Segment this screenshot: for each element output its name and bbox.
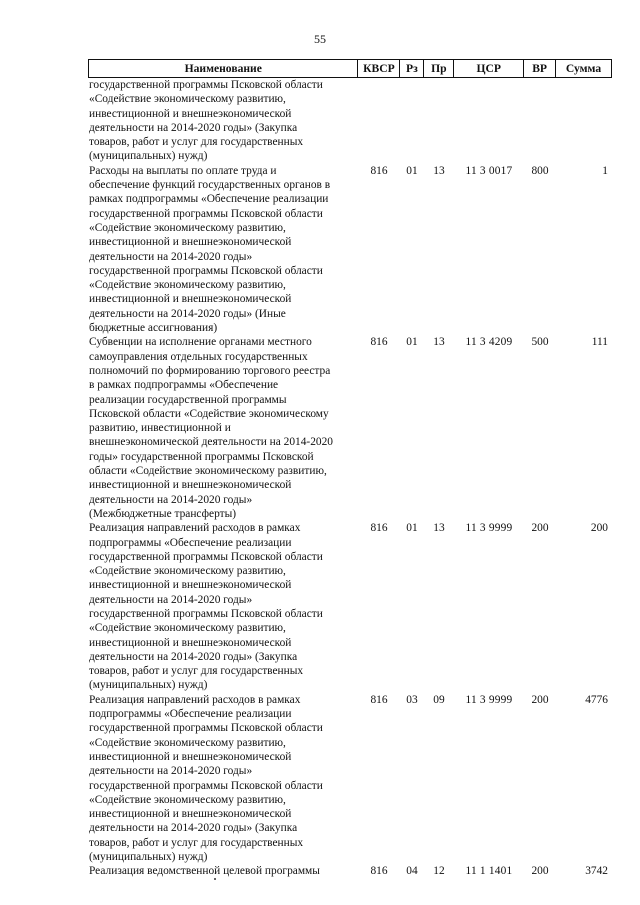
row-name-line: государственной программы Псковской области — [89, 607, 323, 620]
row-name-line: «Содействие экономическому развитию, — [89, 565, 286, 578]
row-name-line: «Содействие экономическому развитию, — [89, 622, 286, 635]
row-name-line: инвестиционной и внешнеэкономической — [89, 293, 292, 306]
table-row — [88, 864, 612, 878]
row-name-line: бюджетные ассигнования) — [89, 322, 218, 335]
row-name — [88, 864, 358, 878]
row-rz: 01 — [406, 522, 418, 535]
row-name-line: деятельности на 2014-2020 годы» (Закупка — [89, 822, 298, 835]
table-row — [88, 521, 612, 693]
page-number: 55 — [314, 32, 326, 46]
row-rz: 01 — [406, 336, 418, 349]
row-name — [88, 693, 358, 865]
row-name-line: инвестиционной и внешнеэкономической — [89, 750, 292, 763]
row-name — [88, 335, 358, 521]
row-csr: 11 1 1401 — [465, 865, 513, 878]
row-name-line: инвестиционной и внешнеэкономической — [89, 479, 292, 492]
row-name — [88, 164, 358, 336]
row-name-line: самоуправления отдельных государственных — [89, 350, 308, 363]
row-name-line: государственной программы Псковской области — [89, 779, 323, 792]
row-rz: 04 — [406, 865, 418, 878]
row-name-line: области «Содействие экономическому развитию, — [89, 465, 327, 478]
row-name-line: товаров, работ и услуг для государственных — [89, 136, 304, 149]
row-name-line: государственной программы Псковской области — [89, 722, 323, 735]
row-name-line: (муниципальных) нужд) — [89, 851, 208, 864]
row-name-line: деятельности на 2014-2020 годы» (Иные — [89, 307, 286, 320]
row-kvsr: 816 — [370, 336, 388, 349]
row-csr: 11 3 9999 — [465, 693, 513, 706]
row-name-line: «Содействие экономическому развитию, — [89, 736, 286, 749]
table-row — [88, 693, 612, 865]
row-name — [88, 521, 358, 693]
row-vr: 200 — [531, 693, 549, 706]
row-vr: 200 — [531, 522, 549, 535]
row-kvsr: 816 — [370, 865, 388, 878]
header-vr: ВР — [524, 60, 556, 77]
row-kvsr: 816 — [370, 522, 388, 535]
row-name-line: инвестиционной и внешнеэкономической — [89, 236, 292, 249]
row-name-line: деятельности на 2014-2020 годы» (Закупка — [89, 121, 298, 134]
row-vr: 800 — [531, 164, 549, 177]
row-name-line: рамках подпрограммы «Обеспечение реализации — [89, 193, 329, 206]
row-sum: 200 — [590, 522, 608, 535]
header-name: Наименование — [89, 60, 358, 77]
row-name-line: Реализация ведомственной целевой программы — [89, 865, 320, 878]
header-kvsr: КВСР — [358, 60, 400, 77]
header-rz: Рз — [400, 60, 424, 77]
row-sum: 3742 — [585, 865, 608, 878]
row-name-line: годы» государственной программы Псковской — [89, 450, 314, 463]
row-name-line: внешнеэкономической деятельности на 2014-2020 — [89, 436, 333, 449]
row-rz: 01 — [406, 164, 418, 177]
row-name-line: инвестиционной и внешнеэкономической — [89, 808, 292, 821]
row-sum: 1 — [602, 164, 608, 177]
header-pr: Пр — [424, 60, 454, 77]
row-name-line: Псковской области «Содействие экономическому — [89, 407, 329, 420]
row-name-line: деятельности на 2014-2020 годы» — [89, 593, 253, 606]
header-csr: ЦСР — [454, 60, 524, 77]
row-name-line: государственной программы Псковской области — [89, 79, 323, 91]
row-name-line: инвестиционной и внешнеэкономической — [89, 636, 292, 649]
row-rz: 03 — [406, 693, 418, 706]
row-name-line: реализации государственной программы — [89, 393, 287, 406]
table-row — [88, 164, 612, 336]
row-name-line: обеспечение функций государственных органов в — [89, 179, 331, 192]
row-name-line: Расходы на выплаты по оплате труда и — [89, 164, 277, 177]
table-row — [88, 335, 612, 521]
row-name-line: подпрограммы «Обеспечение реализации — [89, 536, 292, 549]
row-pr: 09 — [433, 693, 445, 706]
row-name-line: полномочий по формированию торгового реестра — [89, 364, 331, 377]
table-row — [88, 78, 612, 164]
budget-table — [88, 59, 612, 879]
row-name-line: деятельности на 2014-2020 годы» — [89, 765, 253, 778]
scan-speck — [214, 878, 216, 880]
row-name-line: «Содействие экономическому развитию, — [89, 279, 286, 292]
row-name-line: государственной программы Псковской области — [89, 264, 323, 277]
row-name-line: подпрограммы «Обеспечение реализации — [89, 708, 292, 721]
row-csr: 11 3 0017 — [465, 164, 513, 177]
row-csr: 11 3 9999 — [465, 522, 513, 535]
row-pr: 13 — [433, 522, 445, 535]
row-vr: 500 — [531, 336, 549, 349]
row-name-line: Реализация направлений расходов в рамках — [89, 522, 301, 535]
row-name-line: (Межбюджетные трансферты) — [89, 507, 237, 520]
row-sum: 111 — [591, 336, 608, 349]
row-name-line: «Содействие экономическому развитию, — [89, 793, 286, 806]
row-pr: 13 — [433, 164, 445, 177]
row-name-line: инвестиционной и внешнеэкономической — [89, 107, 292, 120]
row-name-line: Субвенции на исполнение органами местного — [89, 336, 312, 349]
row-pr: 13 — [433, 336, 445, 349]
row-name-line: государственной программы Псковской области — [89, 207, 323, 220]
row-name-line: (муниципальных) нужд) — [89, 150, 208, 163]
row-name-line: «Содействие экономическому развитию, — [89, 93, 286, 106]
row-name — [88, 78, 358, 164]
row-pr: 12 — [433, 865, 445, 878]
row-name-line: Реализация направлений расходов в рамках — [89, 693, 301, 706]
table-body — [88, 78, 612, 879]
row-kvsr: 816 — [370, 693, 388, 706]
row-name-line: в рамках подпрограммы «Обеспечение — [89, 379, 279, 392]
row-name-line: «Содействие экономическому развитию, — [89, 221, 286, 234]
row-vr: 200 — [531, 865, 549, 878]
row-name-line: государственной программы Псковской области — [89, 550, 323, 563]
row-name-line: деятельности на 2014-2020 годы» — [89, 250, 253, 263]
row-name-line: товаров, работ и услуг для государственных — [89, 665, 304, 678]
table-header — [88, 59, 612, 78]
row-name-line: деятельности на 2014-2020 годы» (Закупка — [89, 650, 298, 663]
row-kvsr: 816 — [370, 164, 388, 177]
header-sum: Сумма — [556, 60, 612, 77]
row-name-line: развитию, инвестиционной и — [89, 422, 231, 435]
row-name-line: (муниципальных) нужд) — [89, 679, 208, 692]
row-sum: 4776 — [585, 693, 608, 706]
row-name-line: инвестиционной и внешнеэкономической — [89, 579, 292, 592]
row-name-line: деятельности на 2014-2020 годы» — [89, 493, 253, 506]
row-csr: 11 3 4209 — [465, 336, 513, 349]
row-name-line: товаров, работ и услуг для государственных — [89, 836, 304, 849]
